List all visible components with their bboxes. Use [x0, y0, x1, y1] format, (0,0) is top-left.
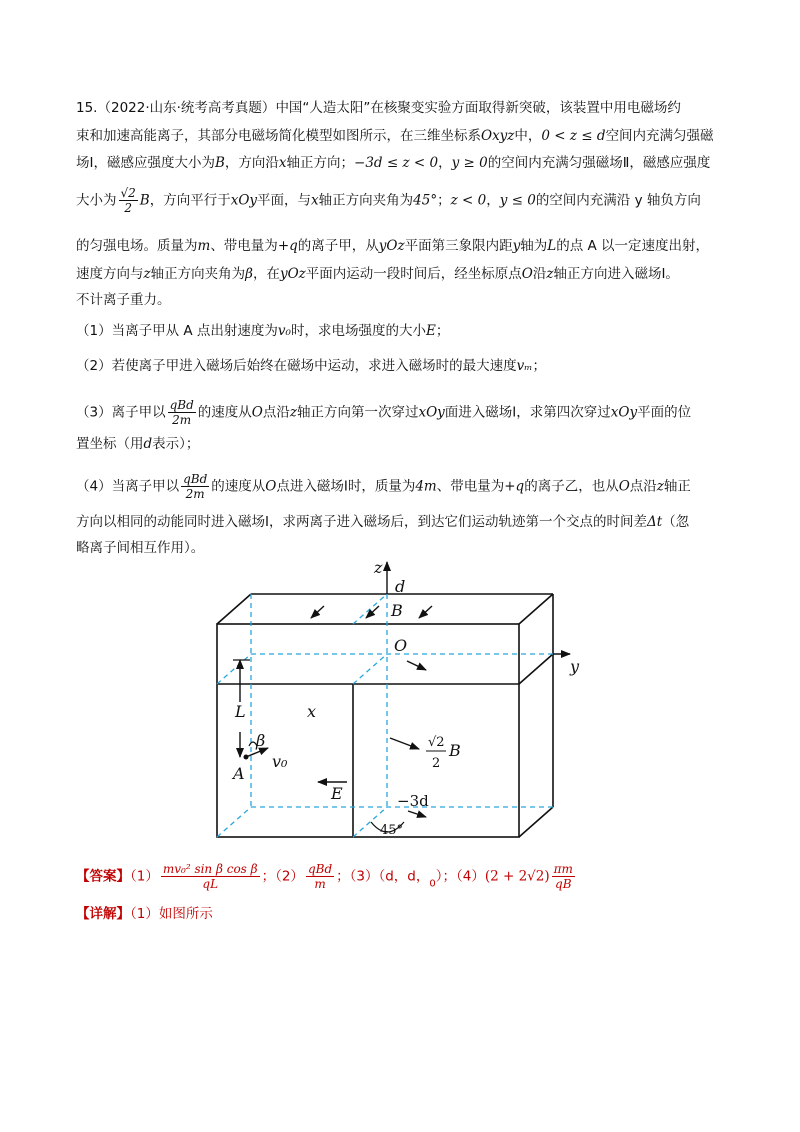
hidden-edge-bottom-left [217, 807, 251, 837]
point-A [244, 755, 249, 760]
box-edge-top-right [519, 594, 553, 624]
question-2: （2）若使离子甲进入磁场后始终在磁场中运动，求进入磁场时的最大速度vₘ； [76, 358, 546, 374]
label-z: z [374, 558, 383, 577]
problem-line-5: 的匀强电场。质量为m、带电量为+q的离子甲，从yOz平面第三象限内距y轴为L的点 A 以一定速度出射， [76, 238, 710, 254]
label-A: A [233, 764, 245, 783]
arrows [240, 562, 570, 817]
answer-2-fraction: $\frac{\text{qBd}}{m}$ [307, 862, 333, 891]
problem-number: 15. [76, 100, 98, 116]
hidden-edge-z0-left [217, 654, 251, 684]
fraction-qBd-over-2m: $\frac{\text{qBd}}{2m}$ [183, 472, 208, 501]
box-edge-top-left [217, 594, 251, 624]
label-v0: v₀ [272, 752, 288, 771]
problem-line-6: 速度方向与z轴正方向夹角为β，在yOz平面内运动一段时间后，经坐标原点O沿z轴正方向进入磁场Ⅰ。 [76, 266, 679, 282]
answer-4-fraction: $\frac{\pi m}{qB}$ [553, 862, 573, 891]
answer-1-fraction: $\frac{\text{mv₀² sin β cos β}}{qL}$ [162, 862, 258, 891]
label-beta: β [256, 731, 266, 750]
question-1: （1）当离子甲从 A 点出射速度为v₀时，求电场强度的大小E； [76, 323, 450, 339]
label-B2-denominator: 2 [432, 756, 441, 771]
problem-line-4: 大小为 $\frac{√2}{2}$ B，方向平行于xOy平面，与x轴正方向夹角为45°；z < 0，y ≤ 0的空间内充满沿 y 轴负方向 [76, 186, 701, 215]
field-B2-arrow-bottom [408, 811, 426, 817]
question-3-line-2: 置坐标（用d表示）； [76, 436, 200, 452]
problem-line-7: 不计离子重力。 [76, 292, 171, 308]
field-B-arrow-3 [419, 606, 432, 618]
question-3-line-1: （3）离子甲以 $\frac{\text{qBd}}{2m}$ 的速度从O点沿z轴正方向第一次穿过xOy面进入磁场Ⅰ，求第四次穿过xOy平面的位 [76, 398, 692, 427]
field-B-arrow-1 [311, 606, 324, 618]
hidden-x-axis-line [353, 654, 387, 684]
problem-line-2: 束和加速高能离子，其部分电磁场简化模型如图所示，在三维坐标系Oxyz中，0 < z ≤ d空间内充满匀强磁 [76, 128, 714, 144]
label-B2: B [449, 741, 461, 760]
problem-line-1: 15.（2022·山东·统考高考真题）中国“人造太阳”在核聚变实验方面取得新突破，该装置中用电磁场约 [76, 100, 681, 116]
hidden-top-diagonal [353, 594, 387, 624]
field-B2-arrow-top [407, 661, 426, 670]
label-O: O [394, 636, 408, 655]
label-y: y [570, 657, 580, 676]
question-4-line-1: （4）当离子甲以 $\frac{\text{qBd}}{2m}$ 的速度从O点进入磁场Ⅰ时，质量为4m、带电量为+q的离子乙，也从O点沿z轴正 [76, 472, 691, 501]
detail-line: 【详解】（1）如图所示 [76, 906, 213, 922]
figure-labels [231, 558, 580, 838]
field-B2-arrow-mid [390, 738, 419, 749]
question-4-line-2: 方向以相同的动能同时进入磁场Ⅰ，求两离子进入磁场后，到达它们运动轨迹第一个交点的时间差Δt（忽 [76, 514, 690, 530]
label-minus-3d: −3d [397, 792, 429, 810]
question-4-line-3: 略离子间相互作用）。 [76, 540, 205, 556]
label-L: L [235, 702, 246, 721]
label-B: B [391, 601, 403, 620]
problem-line-3: 场Ⅰ，磁感应强度大小为B，方向沿x轴正方向；−3d ≤ z < 0，y ≥ 0的空间内充满匀强磁场Ⅱ，磁感应强度 [76, 155, 711, 171]
box-hidden-edges [217, 594, 553, 837]
field-B-arrow-2 [366, 606, 379, 618]
answer-label: 【答案】 [76, 868, 130, 885]
box-solid-edges [217, 594, 553, 837]
answer-line: 【答案】（1） $\frac{\text{mv₀² sin β cos β}}{qL}$ ；（2） $\frac{\text{qBd}}{m}$ ；（3）（d，d，$_0$）；（4）(2 + 2√2) $\frac{\pi m}{qB}$ [76, 862, 573, 891]
label-E: E [331, 784, 343, 803]
plane-z0-right-line [519, 654, 553, 684]
detail-label: 【详解】 [76, 906, 130, 922]
fraction-sqrt2-over-2: $\frac{√2}{2}$ [120, 186, 136, 215]
box-edge-bottom-right [519, 807, 553, 837]
label-d: d [395, 577, 406, 596]
label-x: x [307, 702, 317, 721]
label-45-degrees: 45° [380, 823, 404, 838]
label-B2-numerator: √2 [428, 735, 445, 750]
fraction-qBd-over-2m: $\frac{\text{qBd}}{2m}$ [169, 398, 194, 427]
problem-source: （2022·山东·统考高考真题） [97, 100, 276, 116]
